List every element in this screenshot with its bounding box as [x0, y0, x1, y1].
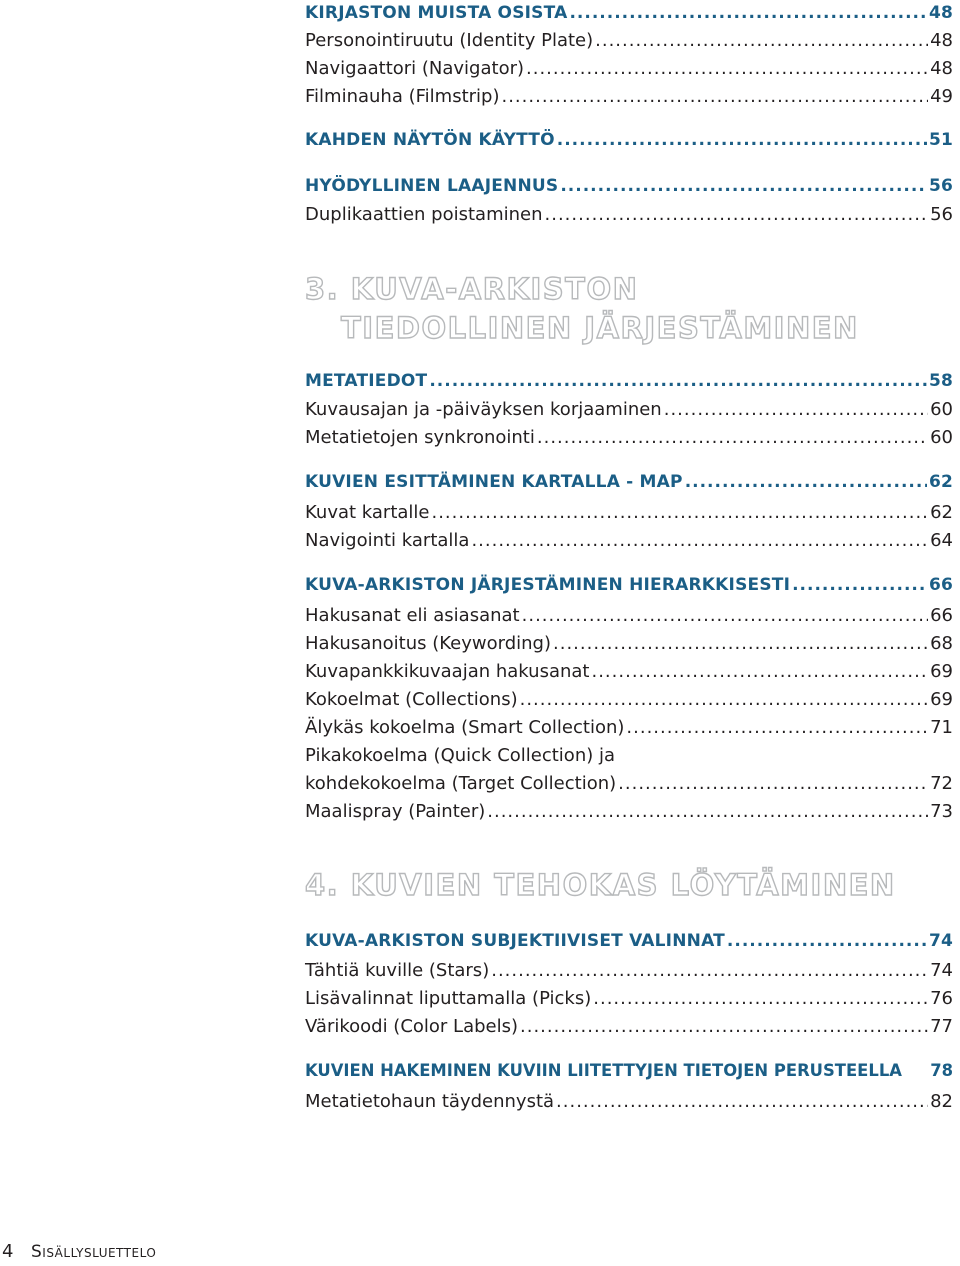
toc-label: Lisävalinnat liputtamalla (Picks) — [305, 988, 592, 1009]
toc-page: 64 — [930, 530, 953, 551]
toc-label: Kuvat kartalle — [305, 502, 430, 523]
toc-page: 74 — [928, 931, 953, 951]
toc-entry[interactable] — [305, 84, 953, 110]
toc-leader — [685, 469, 927, 495]
toc-label: Maalispray (Painter) — [305, 801, 486, 822]
toc-heading[interactable] — [305, 928, 953, 954]
toc-page: 58 — [928, 371, 953, 391]
toc-heading[interactable] — [305, 368, 953, 394]
toc-leader — [626, 715, 928, 741]
toc-label: Metatietohaun täydennystä — [305, 1091, 555, 1112]
toc-leader — [471, 528, 928, 554]
toc-entry[interactable] — [305, 799, 953, 825]
toc-page: 68 — [930, 633, 953, 654]
toc-leader — [618, 771, 928, 797]
toc-leader — [593, 986, 928, 1012]
toc-page: 48 — [928, 3, 953, 23]
toc-label: Kuvapankkikuvaajan hakusanat — [305, 661, 590, 682]
toc-page: 76 — [930, 988, 953, 1009]
toc-label: kohdekokoelma (Target Collection) — [305, 773, 617, 794]
toc-leader — [429, 368, 927, 394]
toc-entry[interactable] — [305, 56, 953, 82]
toc-page: 48 — [930, 30, 953, 51]
toc-entry-continued[interactable] — [305, 743, 953, 769]
toc-entry[interactable] — [305, 771, 953, 797]
toc-label: METATIEDOT — [305, 371, 428, 391]
toc-label: KUVIEN HAKEMINEN KUVIIN LIITETTYJEN TIETOJEN PERUSTEELLA — [305, 1061, 902, 1080]
toc-leader — [537, 425, 928, 451]
toc-label: Hakusanat eli asiasanat — [305, 605, 520, 626]
toc-entry[interactable] — [305, 715, 953, 741]
toc-entry[interactable] — [305, 1089, 953, 1115]
toc-label: HYÖDYLLINEN LAAJENNUS — [305, 176, 559, 196]
toc-entry[interactable] — [305, 603, 953, 629]
toc-leader — [501, 84, 928, 110]
toc-label: KIRJASTON MUISTA OSISTA — [305, 3, 568, 23]
toc-page: 78 — [930, 1061, 953, 1080]
toc-page: 49 — [930, 86, 953, 107]
toc-label: KUVA-ARKISTON JÄRJESTÄMINEN HIERARKKISESTI — [305, 575, 791, 595]
toc-leader — [727, 928, 927, 954]
toc-entry[interactable] — [305, 500, 953, 526]
toc-page: 77 — [930, 1016, 953, 1037]
toc-page: 82 — [930, 1091, 953, 1112]
toc-page: 66 — [928, 575, 953, 595]
toc-leader — [560, 173, 927, 199]
toc-page: 72 — [930, 773, 953, 794]
toc-label: Kuvausajan ja -päiväyksen korjaaminen — [305, 399, 662, 420]
toc-leader — [487, 799, 928, 825]
toc-entry[interactable] — [305, 958, 953, 984]
toc-heading[interactable] — [305, 469, 953, 495]
toc-leader — [491, 958, 928, 984]
toc-label: Metatietojen synkronointi — [305, 427, 535, 448]
toc-page: 74 — [930, 960, 953, 981]
chapter-4-title: 4. KUVIEN TEHOKAS LÖYTÄMINEN — [305, 868, 896, 902]
toc-leader — [591, 659, 928, 685]
toc-page: 69 — [930, 661, 953, 682]
toc-page: 60 — [930, 399, 953, 420]
toc-heading[interactable] — [305, 173, 953, 199]
toc-page: 62 — [928, 472, 953, 492]
toc-label: Värikoodi (Color Labels) — [305, 1016, 519, 1037]
toc-leader — [569, 0, 926, 26]
toc-heading[interactable] — [305, 0, 953, 26]
page-number: 4 — [2, 1241, 14, 1262]
toc-label: KUVA-ARKISTON SUBJEKTIIVISET VALINNAT — [305, 931, 725, 951]
toc-label: Älykäs kokoelma (Smart Collection) — [305, 717, 625, 738]
toc-entry[interactable] — [305, 659, 953, 685]
running-section-title: Sisällysluettelo — [31, 1242, 157, 1262]
toc-label: Kokoelmat (Collections) — [305, 689, 518, 710]
toc-label: Navigointi kartalla — [305, 530, 470, 551]
toc-heading[interactable] — [305, 572, 953, 598]
toc-page: 71 — [930, 717, 953, 738]
toc-page: 62 — [930, 502, 953, 523]
toc-label: Pikakokoelma (Quick Collection) ja — [305, 745, 615, 766]
toc-page: 69 — [930, 689, 953, 710]
toc-page: 73 — [930, 801, 953, 822]
chapter-3-title-line-1: 3. KUVA-ARKISTON — [305, 272, 639, 306]
toc-page: 51 — [928, 130, 953, 150]
toc-entry[interactable] — [305, 425, 953, 451]
toc-leader — [557, 127, 927, 153]
toc-leader — [545, 202, 929, 228]
toc-page: 56 — [930, 204, 953, 225]
toc-label: Navigaattori (Navigator) — [305, 58, 525, 79]
toc-entry[interactable] — [305, 687, 953, 713]
toc-leader — [522, 603, 928, 629]
toc-entry[interactable] — [305, 1014, 953, 1040]
toc-leader — [595, 28, 928, 54]
toc-page: 48 — [930, 58, 953, 79]
toc-label: Hakusanoitus (Keywording) — [305, 633, 551, 654]
toc-leader — [792, 572, 927, 598]
toc-label: KUVIEN ESITTÄMINEN KARTALLA - MAP — [305, 472, 683, 492]
toc-label: Filminauha (Filmstrip) — [305, 86, 500, 107]
toc-leader — [526, 56, 928, 82]
chapter-3-title-line-2: TIEDOLLINEN JÄRJESTÄMINEN — [341, 311, 859, 345]
toc-label: Tähtiä kuville (Stars) — [305, 960, 490, 981]
toc-leader — [664, 397, 928, 423]
toc-page: 66 — [930, 605, 953, 626]
toc-entry[interactable] — [305, 986, 953, 1012]
toc-entry[interactable] — [305, 397, 953, 423]
toc-leader — [431, 500, 928, 526]
toc-page: 56 — [928, 176, 953, 196]
toc-leader — [520, 687, 929, 713]
toc-leader — [520, 1014, 928, 1040]
toc-label: Personointiruutu (Identity Plate) — [305, 30, 594, 51]
toc-entry[interactable] — [305, 28, 953, 54]
toc-entry[interactable] — [305, 202, 953, 228]
toc-label: Duplikaattien poistaminen — [305, 204, 543, 225]
toc-heading[interactable] — [305, 127, 953, 153]
toc-entry[interactable] — [305, 631, 953, 657]
toc-leader — [553, 631, 928, 657]
toc-entry[interactable] — [305, 528, 953, 554]
toc-leader — [556, 1089, 928, 1115]
toc-page: 60 — [930, 427, 953, 448]
toc-label: KAHDEN NÄYTÖN KÄYTTÖ — [305, 130, 555, 150]
toc-heading[interactable] — [305, 1058, 953, 1084]
